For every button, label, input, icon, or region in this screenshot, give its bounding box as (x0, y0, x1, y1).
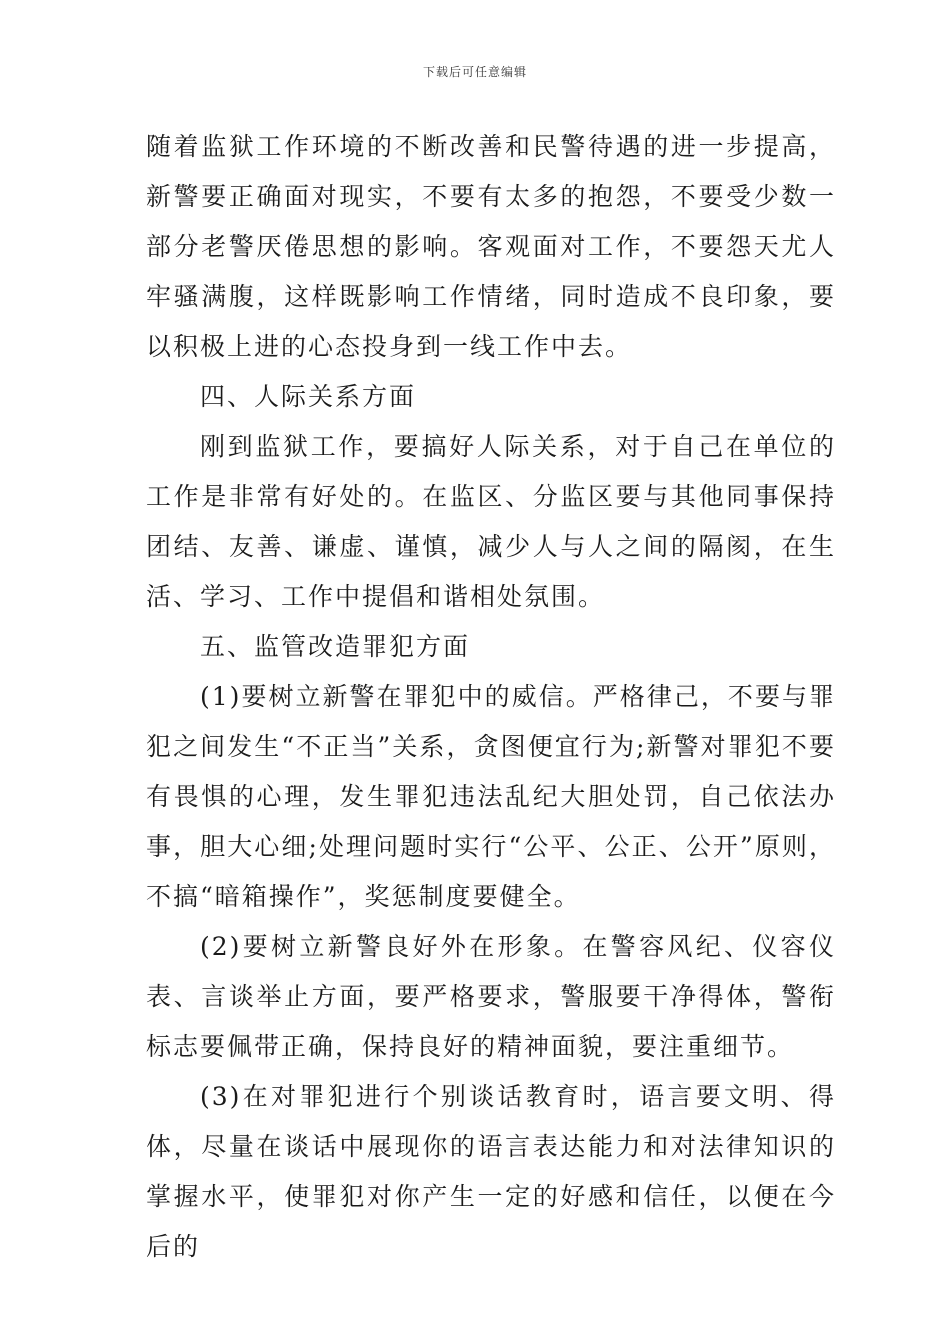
page-header: 下载后可任意编辑 (422, 65, 527, 79)
paragraph-item-3: (3)在对罪犯进行个别谈话教育时，语言要文明、得体，尽量在谈话中展现你的语言表达能力和对法律知识的掌握水平，使罪犯对你产生一定的好感和信任，以便在今后的 (146, 1082, 836, 1261)
paragraph-item-2: (2)要树立新警良好外在形象。在警容风纪、仪容仪表、言谈举止方面，要严格要求，警服要干净得体，警衔标志要佩带正确，保持良好的精神面貌，要注重细节。 (146, 932, 836, 1061)
section-heading-supervision: 五、监管改造罪犯方面 (200, 632, 471, 661)
paragraph-interpersonal: 刚到监狱工作，要搞好人际关系，对于自己在单位的工作是非常有好处的。在监区、分监区要与其他同事保持团结、友善、谦虚、谨慎，减少人与人之间的隔阂，在生活、学习、工作中提倡和谐相处氛围。 (146, 432, 836, 611)
paragraph-continuation: 随着监狱工作环境的不断改善和民警待遇的进一步提高，新警要正确面对现实，不要有太多的抱怨，不要受少数一部分老警厌倦思想的影响。客观面对工作，不要怨天尤人牢骚满腹，这样既影响工作情绪，同时造成不良印象，要以积极上进的心态投身到一线工作中去。 (146, 132, 836, 361)
document-body (146, 122, 836, 1272)
paragraph-item-1: (1)要树立新警在罪犯中的威信。严格律己，不要与罪犯之间发生“不正当”关系，贪图便宜行为;新警对罪犯不要有畏惧的心理，发生罪犯违法乱纪大胆处罚，自己依法办事，胆大心细;处理问题时实行“公平、公正、公开”原则，不搞“暗箱操作”，奖惩制度要健全。 (146, 682, 836, 911)
section-heading-interpersonal: 四、人际关系方面 (200, 382, 417, 411)
